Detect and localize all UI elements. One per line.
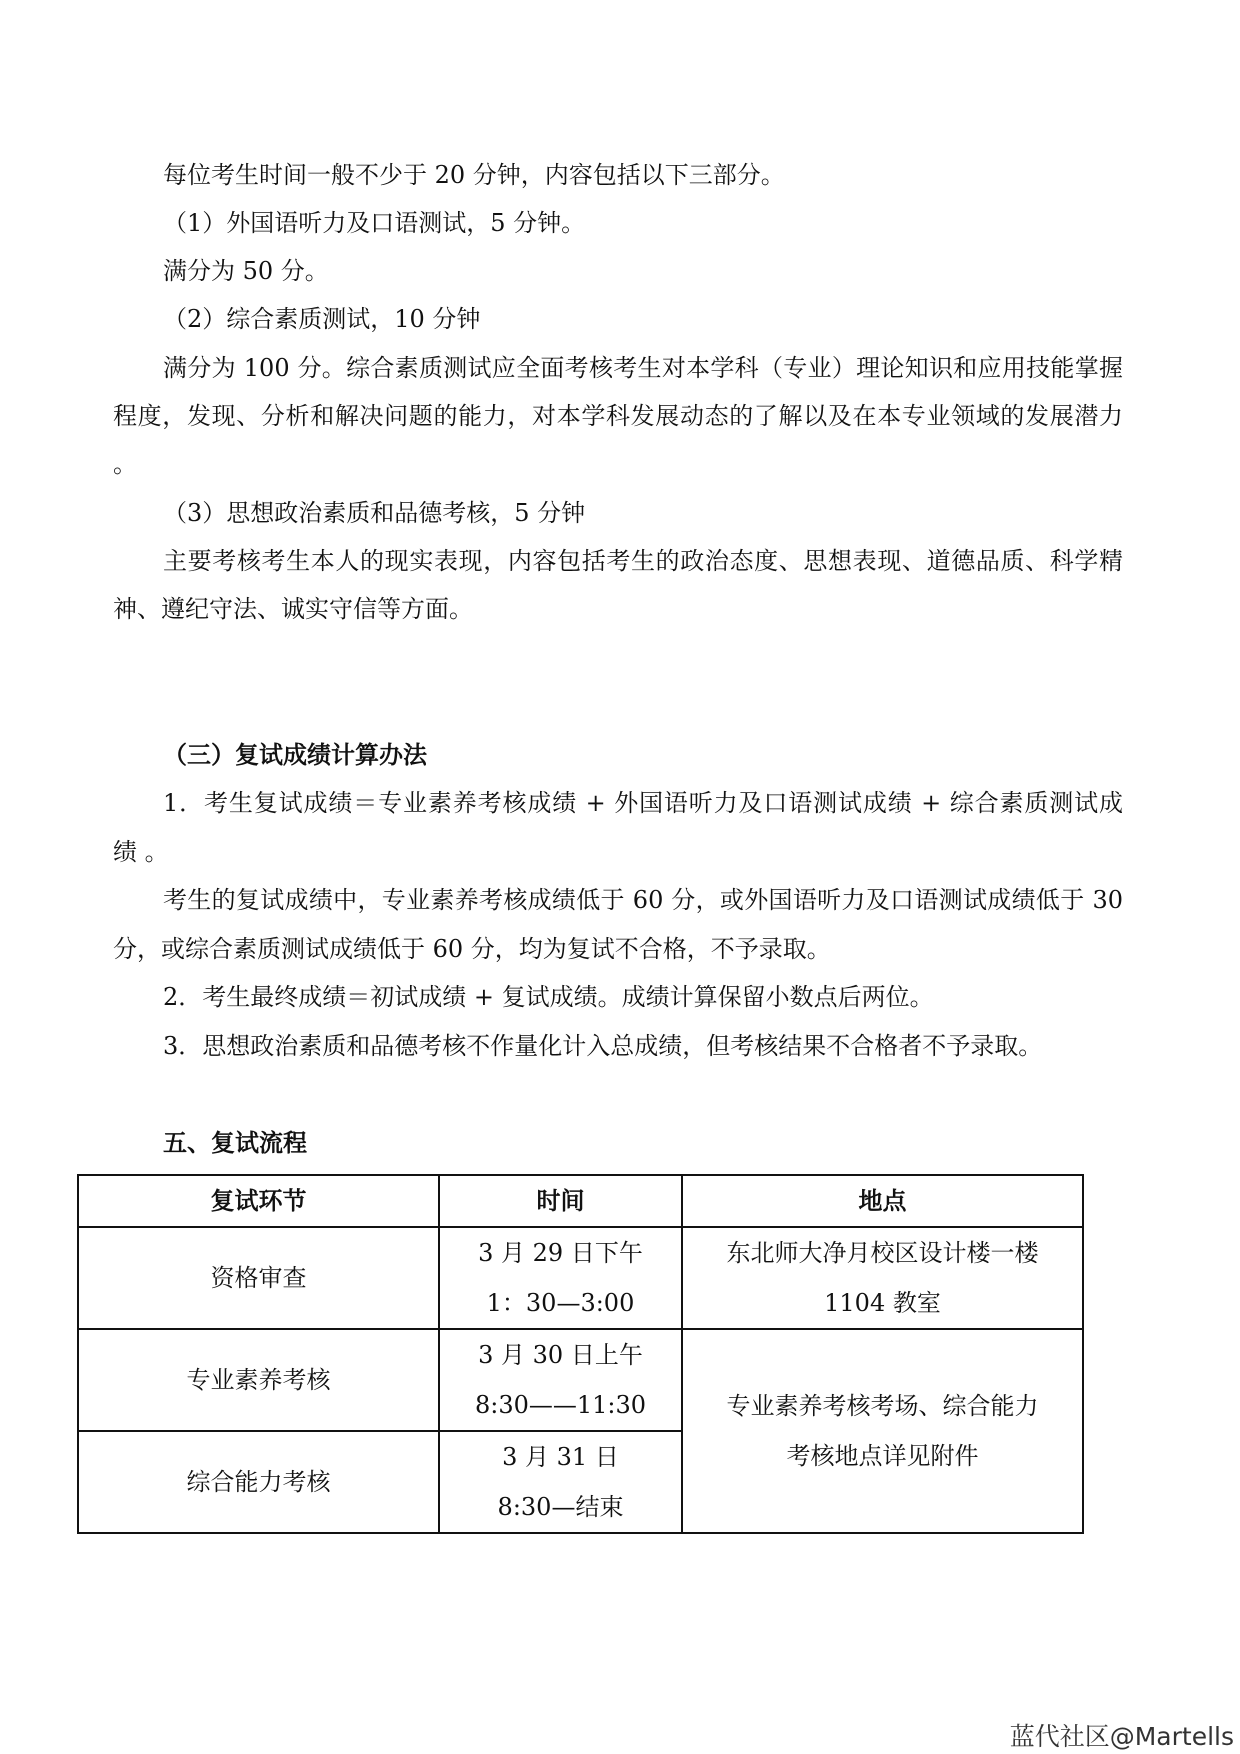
interview-schedule-table <box>77 1174 1082 1527</box>
header-time: 时间 <box>439 1175 682 1227</box>
paragraph-score-100-line1: 满分为 100 分。综合素质测试应全面考核考生对本学科（专业）理论知识和应用技能掌握 <box>163 354 1123 382</box>
cell-stage: 资格审查 <box>78 1227 439 1329</box>
section-3-heading: （三）复试成绩计算办法 <box>163 740 427 769</box>
table-row <box>78 1227 1083 1329</box>
cell-time <box>439 1329 682 1431</box>
cell-time <box>439 1227 682 1329</box>
header-place: 地点 <box>682 1175 1083 1227</box>
cell-time-date: 3 月 30 日上午 <box>478 1341 643 1369</box>
paragraph-item-3: （3）思想政治素质和品德考核，5 分钟 <box>163 499 586 527</box>
paragraph-ideology-line2: 神、遵纪守法、诚实守信等方面。 <box>113 595 473 623</box>
cell-time <box>439 1431 682 1533</box>
cell-place-line2: 1104 教室 <box>824 1289 941 1317</box>
paragraph-score-100-line2: 程度，发现、分析和解决问题的能力，对本学科发展动态的了解以及在本专业领域的发展潜力 <box>113 402 1123 430</box>
cell-place <box>682 1227 1083 1329</box>
paragraph-score-50: 满分为 50 分。 <box>163 257 329 285</box>
cell-place-line1: 专业素养考核考场、综合能力 <box>726 1392 1039 1420</box>
cell-stage: 综合能力考核 <box>78 1431 439 1533</box>
score-threshold-line1: 考生的复试成绩中，专业素养考核成绩低于 60 分，或外国语听力及口语测试成绩低于 30 <box>163 886 1123 914</box>
cell-place-shared <box>682 1329 1083 1533</box>
paragraph-score-100-line3: 。 <box>113 450 137 478</box>
cell-stage: 专业素养考核 <box>78 1329 439 1431</box>
cell-time-range: 8:30——11:30 <box>474 1391 647 1419</box>
paragraph-item-1: （1）外国语听力及口语测试，5 分钟。 <box>163 209 586 237</box>
cell-time-date: 3 月 29 日下午 <box>478 1239 643 1267</box>
cell-place-line1: 东北师大净月校区设计楼一楼 <box>726 1239 1039 1267</box>
paragraph-time: 每位考生时间一般不少于 20 分钟，内容包括以下三部分。 <box>163 161 785 189</box>
section-5-heading: 五、复试流程 <box>163 1128 307 1157</box>
cell-time-range: 1：30—3:00 <box>486 1289 635 1317</box>
final-score-rule: 2．考生最终成绩＝初试成绩 + 复试成绩。成绩计算保留小数点后两位。 <box>163 983 934 1011</box>
table-header-row <box>78 1175 1083 1227</box>
ideology-rule: 3．思想政治素质和品德考核不作量化计入总成绩，但考核结果不合格者不予录取。 <box>163 1032 1043 1060</box>
watermark-text: 蓝代社区@Martells <box>1009 1722 1234 1751</box>
cell-time-date: 3 月 31 日 <box>502 1443 619 1471</box>
cell-place-line2: 考核地点详见附件 <box>786 1442 979 1470</box>
paragraph-ideology-line1: 主要考核考生本人的现实表现，内容包括考生的政治态度、思想表现、道德品质、科学精 <box>163 547 1123 575</box>
score-threshold-line2: 分，或综合素质测试成绩低于 60 分，均为复试不合格，不予录取。 <box>113 935 831 963</box>
table-row <box>78 1329 1083 1431</box>
score-formula-line1: 1．考生复试成绩＝专业素养考核成绩 + 外国语听力及口语测试成绩 + 综合素质测试成 <box>163 789 1123 817</box>
header-stage: 复试环节 <box>78 1175 439 1227</box>
cell-time-range: 8:30—结束 <box>497 1493 624 1521</box>
paragraph-item-2: （2）综合素质测试，10 分钟 <box>163 305 481 333</box>
score-formula-line2: 绩 。 <box>113 838 169 866</box>
